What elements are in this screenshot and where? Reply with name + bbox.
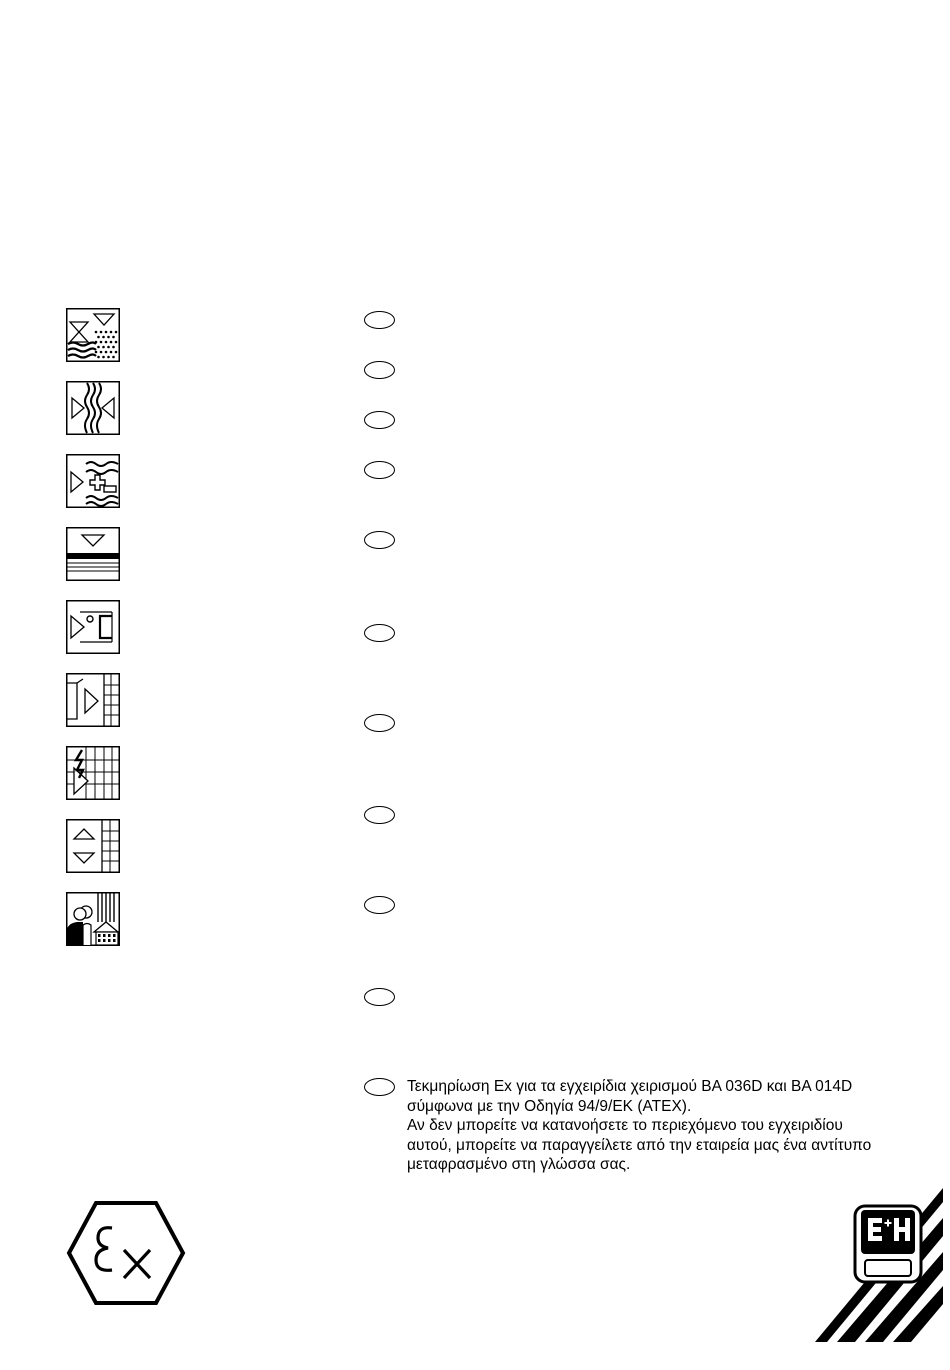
notice-line: Αν δεν μπορείτε να κατανοήσετε το περιεχόμενο του εγχειριδίου (407, 1117, 843, 1134)
language-marker (364, 624, 395, 642)
language-marker (364, 714, 395, 732)
limit-switch-icon (66, 819, 120, 873)
language-marker (364, 461, 395, 479)
pressure-icon (66, 527, 120, 581)
language-marker (364, 361, 395, 379)
notice-line: μεταφρασμένο στη γλώσσα σας. (407, 1156, 631, 1173)
language-marker (364, 411, 395, 429)
notice-line: Τεκμηρίωση Ex για τα εγχειρίδια χειρισμού BA 036D και BA 014D (407, 1078, 853, 1095)
system-components-icon (66, 746, 120, 800)
language-marker (364, 806, 395, 824)
recording-icon (66, 673, 120, 727)
greek-notice-paragraph (407, 1077, 950, 1175)
flow-icon (66, 381, 120, 435)
language-marker (364, 988, 395, 1006)
language-marker (364, 531, 395, 549)
notice-line: σύμφωνα με την Οδηγία 94/9/ΕΚ (ATEX). (407, 1097, 692, 1115)
endress-hauser-logo (815, 1188, 943, 1342)
analysis-icon (66, 454, 120, 508)
services-icon (66, 892, 120, 946)
ex-hexagon-logo (66, 1200, 186, 1306)
temperature-icon (66, 600, 120, 654)
language-marker (364, 896, 395, 914)
language-marker (364, 1078, 395, 1096)
language-marker (364, 311, 395, 329)
level-icon (66, 308, 120, 362)
notice-line: αυτού, μπορείτε να παραγγείλετε από την εταιρεία μας ένα αντίτυπο (407, 1136, 872, 1154)
